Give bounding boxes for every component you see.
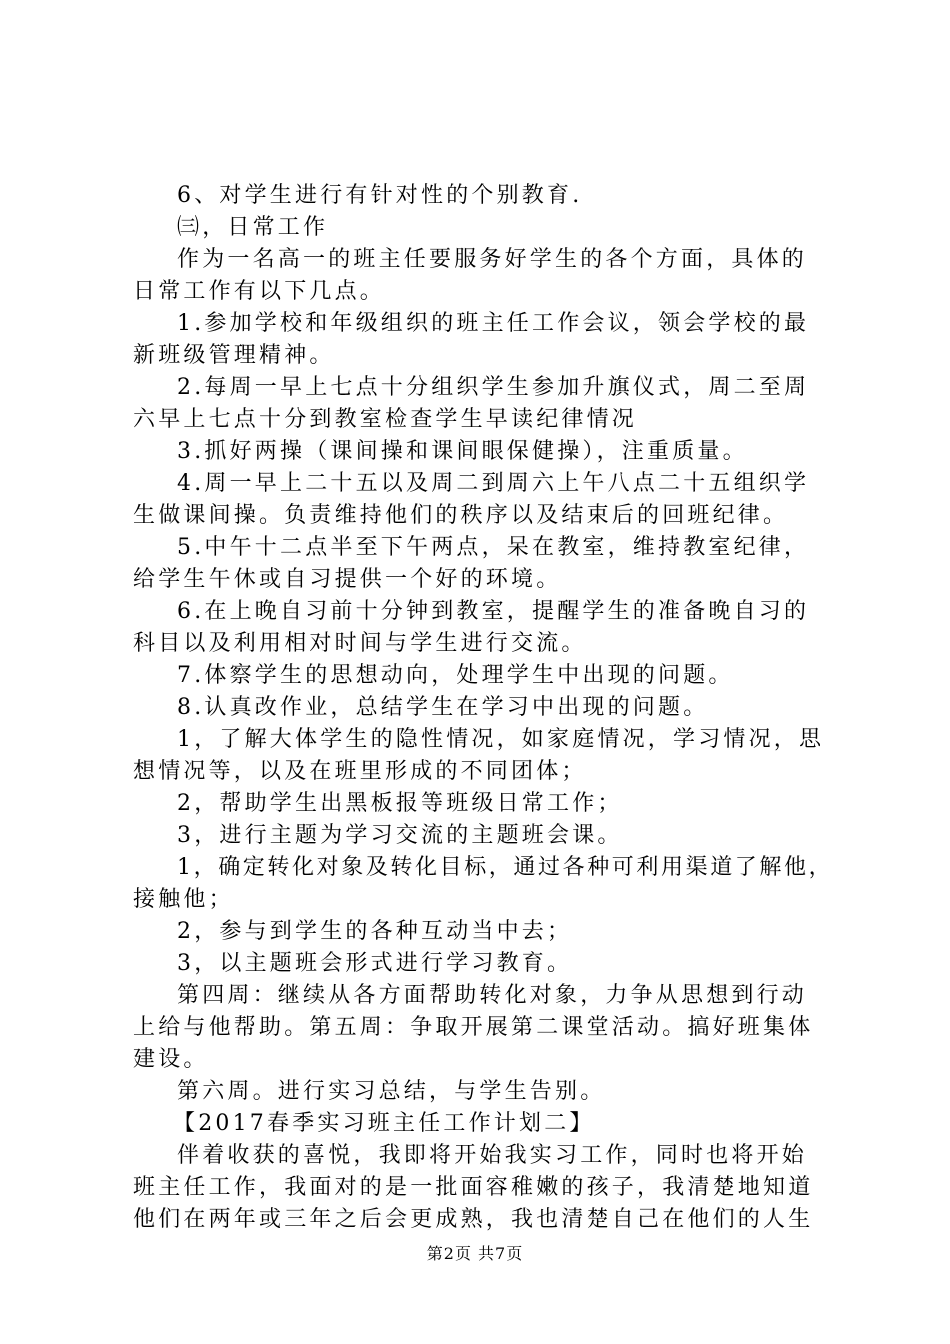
text-line: 生做课间操。负责维持他们的秩序以及结束后的回班纪律。 [133,503,789,528]
text-line: 8.认真改作业，总结学生在学习中出现的问题。 [177,695,709,720]
text-line: 接触他； [133,887,234,912]
text-line: 【2017春季实习班主任工作计划二】 [173,1111,595,1136]
text-line: 6.在上晚自习前十分钟到教室，提醒学生的准备晚自习的 [177,599,810,624]
text-line: 日常工作有以下几点。 [133,279,386,304]
text-line: 3，进行主题为学习交流的主题班会课。 [177,823,623,848]
text-line: 4.周一早上二十五以及周二到周六上午八点二十五组织学 [177,471,810,496]
text-line: 6、对学生进行有针对性的个别教育. [177,183,583,208]
text-line: 班主任工作，我面对的是一批面容稚嫩的孩子，我清楚地知道 [133,1175,814,1200]
text-line: 2，帮助学生出黑板报等班级日常工作； [177,791,623,816]
text-line: 1，了解大体学生的隐性情况，如家庭情况，学习情况，思 [177,727,825,752]
text-line: 想情况等，以及在班里形成的不同团体； [133,759,587,784]
text-line: 建设。 [133,1047,209,1072]
text-line: 伴着收获的喜悦，我即将开始我实习工作，同时也将开始 [177,1143,808,1168]
text-line: 2.每周一早上七点十分组织学生参加升旗仪式，周二至周 [177,375,810,400]
text-line: 1，确定转化对象及转化目标，通过各种可利用渠道了解他， [177,855,834,880]
text-line: 3，以主题班会形式进行学习教育。 [177,951,573,976]
text-line: 新班级管理精神。 [133,343,335,368]
text-line: 3.抓好两操（课间操和课间眼保健操），注重质量。 [177,439,748,464]
text-line: 给学生午休或自习提供一个好的环境。 [133,567,562,592]
text-line: ㈢，日常工作 [177,215,329,240]
text-line: 第四周：继续从各方面帮助转化对象，力争从思想到行动 [177,983,808,1008]
document-body [133,180,833,1236]
text-line: 7.体察学生的思想动向，处理学生中出现的问题。 [177,663,734,688]
text-line: 他们在两年或三年之后会更成熟，我也清楚自己在他们的人生 [133,1207,814,1232]
text-line: 六早上七点十分到教室检查学生早读纪律情况 [133,407,638,432]
page-footer: 第2页 共7页 [426,1244,524,1263]
text-line: 第六周。进行实习总结，与学生告别。 [177,1079,606,1104]
text-line: 1.参加学校和年级组织的班主任工作会议，领会学校的最 [177,311,810,336]
text-line: 上给与他帮助。第五周：争取开展第二课堂活动。搞好班集体 [133,1015,814,1040]
text-line: 5.中午十二点半至下午两点，呆在教室，维持教室纪律， [177,535,810,560]
text-line: 作为一名高一的班主任要服务好学生的各个方面，具体的 [177,247,808,272]
text-line: 2，参与到学生的各种互动当中去； [177,919,573,944]
text-line: 科目以及利用相对时间与学生进行交流。 [133,631,587,656]
